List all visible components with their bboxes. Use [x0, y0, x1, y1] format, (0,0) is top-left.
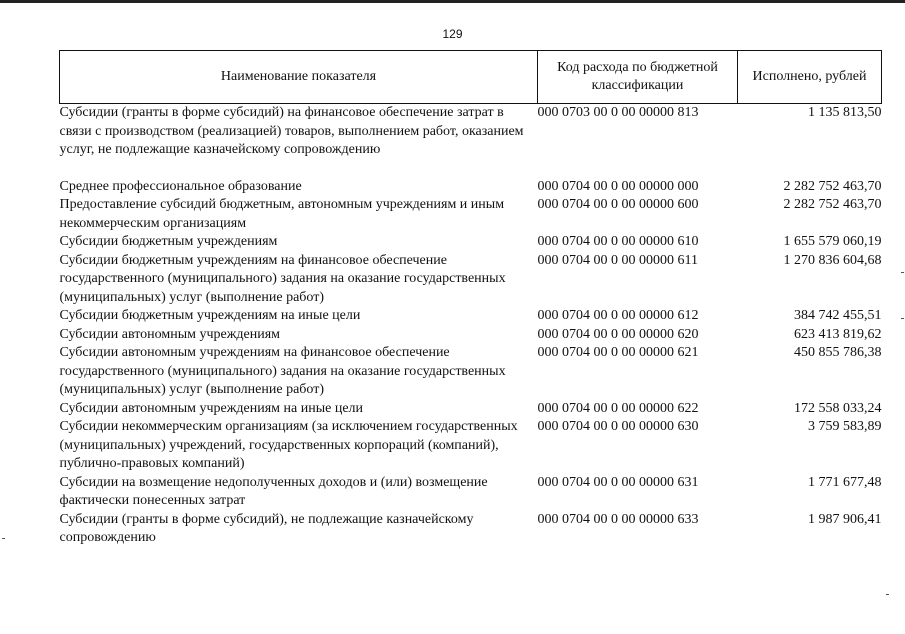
row-amount: 1 655 579 060,19: [783, 234, 882, 249]
table-header-row: [60, 51, 882, 104]
row-amount: 1 987 906,41: [808, 511, 882, 527]
row-code: 000 0704 00 0 00 00000 600: [537, 197, 699, 212]
row-name: Субсидии бюджетным учреждениям: [59, 234, 278, 249]
row-amount: 2 282 752 463,70: [783, 197, 882, 212]
table-row: [60, 418, 882, 474]
row-amount: 450 855 786,38: [794, 345, 882, 360]
table-row: [60, 233, 882, 252]
row-amount: 1 135 813,50: [808, 105, 882, 120]
row-code: 000 0703 00 0 00 00000 813: [537, 105, 699, 120]
row-name: Субсидии бюджетным учреждениям на иные цели: [59, 308, 361, 323]
page-number: 129: [442, 27, 463, 41]
row-name: Субсидии автономным учреждениям на иные цели: [59, 400, 364, 416]
row-code: 000 0704 00 0 00 00000 611: [537, 252, 698, 268]
spacer-cell: [538, 160, 738, 178]
row-code: 000 0704 00 0 00 00000 000: [537, 178, 699, 194]
scan-margin-mark: [2, 538, 5, 539]
row-name: Предоставление субсидий бюджетным, автономным учреждениям и иным некоммерческим организациям: [59, 197, 505, 231]
header-expense-code: Код расхода по бюджетной классификации: [538, 51, 738, 104]
table-row: [60, 178, 882, 197]
row-code: 000 0704 00 0 00 00000 612: [537, 308, 699, 323]
row-name: Субсидии (гранты в форме субсидий) на финансовое обеспечение затрат в связи с производством (реализацией) товаров, выполнением работ, оказанием услуг, не подлежащие казначейскому сопровождению: [59, 105, 524, 157]
table-row: [60, 326, 882, 345]
row-code: 000 0704 00 0 00 00000 630: [537, 419, 699, 434]
row-name: Среднее профессиональное образование: [59, 178, 302, 194]
row-amount: 623 413 819,62: [794, 326, 882, 342]
row-code: 000 0704 00 0 00 00000 620: [537, 326, 699, 342]
row-amount: 3 759 583,89: [808, 419, 882, 434]
table-row: [60, 474, 882, 511]
table-row: [60, 196, 882, 233]
header-indicator-name: Наименование показателя: [60, 51, 538, 104]
header-executed-amount: Исполнено, рублей: [738, 51, 882, 104]
row-amount: 384 742 455,51: [794, 308, 882, 323]
page-top-border: [0, 0, 905, 3]
spacer-cell: [60, 160, 538, 178]
table-row: [60, 104, 882, 160]
table-row: [60, 511, 882, 548]
table-row: [60, 307, 882, 326]
row-amount: 1 771 677,48: [808, 474, 882, 490]
table-row: [60, 252, 882, 308]
row-code: 000 0704 00 0 00 00000 622: [537, 400, 699, 416]
row-name: Субсидии автономным учреждениям: [59, 326, 281, 342]
table-row: [60, 344, 882, 400]
row-name: Субсидии некоммерческим организациям (за исключением государственных (муниципальных) учреждений, государственных корпораций (компаний), публично-правовых компаний): [59, 419, 518, 471]
row-amount: 2 282 752 463,70: [783, 178, 882, 194]
row-code: 000 0704 00 0 00 00000 633: [537, 511, 699, 527]
table-row: [60, 400, 882, 419]
row-name: Субсидии автономным учреждениям на финансовое обеспечение государственного (муниципального) задания на оказание государственных (муниципальных) услуг (выполнение работ): [59, 345, 506, 397]
row-name: Субсидии (гранты в форме субсидий), не подлежащие казначейскому сопровождению: [59, 511, 474, 545]
row-amount: 1 270 836 604,68: [783, 252, 882, 268]
row-code: 000 0704 00 0 00 00000 631: [537, 474, 699, 490]
row-code: 000 0704 00 0 00 00000 610: [537, 234, 699, 249]
spacer-cell: [738, 160, 882, 178]
row-amount: 172 558 033,24: [794, 400, 882, 416]
row-name: Субсидии на возмещение недополученных доходов и (или) возмещение фактически понесенных затрат: [59, 474, 488, 508]
row-name: Субсидии бюджетным учреждениям на финансовое обеспечение государственного (муниципального) задания на оказание государственных (муниципальных) услуг (выполнение работ): [59, 252, 506, 305]
scan-margin-mark: [886, 594, 889, 595]
scan-margin-mark: [901, 318, 904, 319]
row-code: 000 0704 00 0 00 00000 621: [537, 345, 699, 360]
table-spacer-row: [60, 160, 882, 178]
budget-execution-table: [59, 50, 882, 548]
scan-margin-mark: [901, 272, 904, 273]
